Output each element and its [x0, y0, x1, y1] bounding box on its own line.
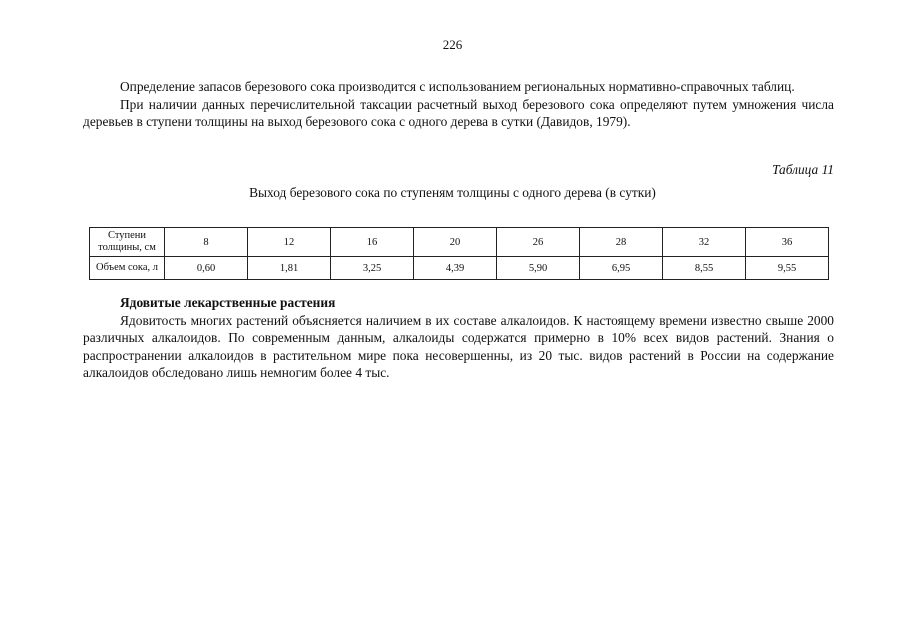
table-cell: 20 [414, 228, 497, 257]
table-cell: 4,39 [414, 257, 497, 280]
table-title: Выход березового сока по ступеням толщины с одного дерева (в сутки) [249, 185, 656, 200]
table-cell: 8 [165, 228, 248, 257]
table-cell: 0,60 [165, 257, 248, 280]
intro-text [83, 78, 834, 131]
section-poisonous-plants [83, 294, 834, 382]
table-cell: 28 [580, 228, 663, 257]
row-header-volume: Объем сока, л [90, 257, 165, 280]
row-header-diameter: Ступени толщины, см [90, 228, 165, 257]
table-label: Таблица 11 [772, 162, 834, 177]
intro-paragraph-1: Определение запасов березового сока производится с использованием региональных нормативно-справочных таблиц. [120, 79, 795, 94]
table-cell: 6,95 [580, 257, 663, 280]
table-cell: 36 [746, 228, 829, 257]
section-body: Ядовитость многих растений объясняется наличием в их составе алкалоидов. К настоящему времени известно свыше 2000 различных алкалоидов. По современным данным, алкалоиды содержатся примерно в 10% всех видов растений. Знания о распространении алкалоидов в растительном мире пока несовершенны, из 20 тыс. видов растений в России на содержание алкалоидов обследовано лишь немногим более 4 тыс. [83, 312, 834, 380]
page-number: 226 [442, 37, 463, 52]
table-cell: 3,25 [331, 257, 414, 280]
table-cell: 5,90 [497, 257, 580, 280]
table-cell: 12 [248, 228, 331, 257]
table-row [90, 228, 829, 257]
intro-paragraph-2: При наличии данных перечислительной таксации расчетный выход березового сока определяют путем умножения числа деревьев в ступени толщины на выход березового сока с одного дерева в сутки (Давидов, 1979). [83, 96, 834, 129]
birch-sap-table [89, 227, 829, 280]
table-cell: 1,81 [248, 257, 331, 280]
section-heading: Ядовитые лекарственные растения [120, 295, 336, 310]
table-cell: 26 [497, 228, 580, 257]
table-row [90, 257, 829, 280]
table-cell: 32 [663, 228, 746, 257]
table-cell: 8,55 [663, 257, 746, 280]
table-cell: 16 [331, 228, 414, 257]
table-cell: 9,55 [746, 257, 829, 280]
